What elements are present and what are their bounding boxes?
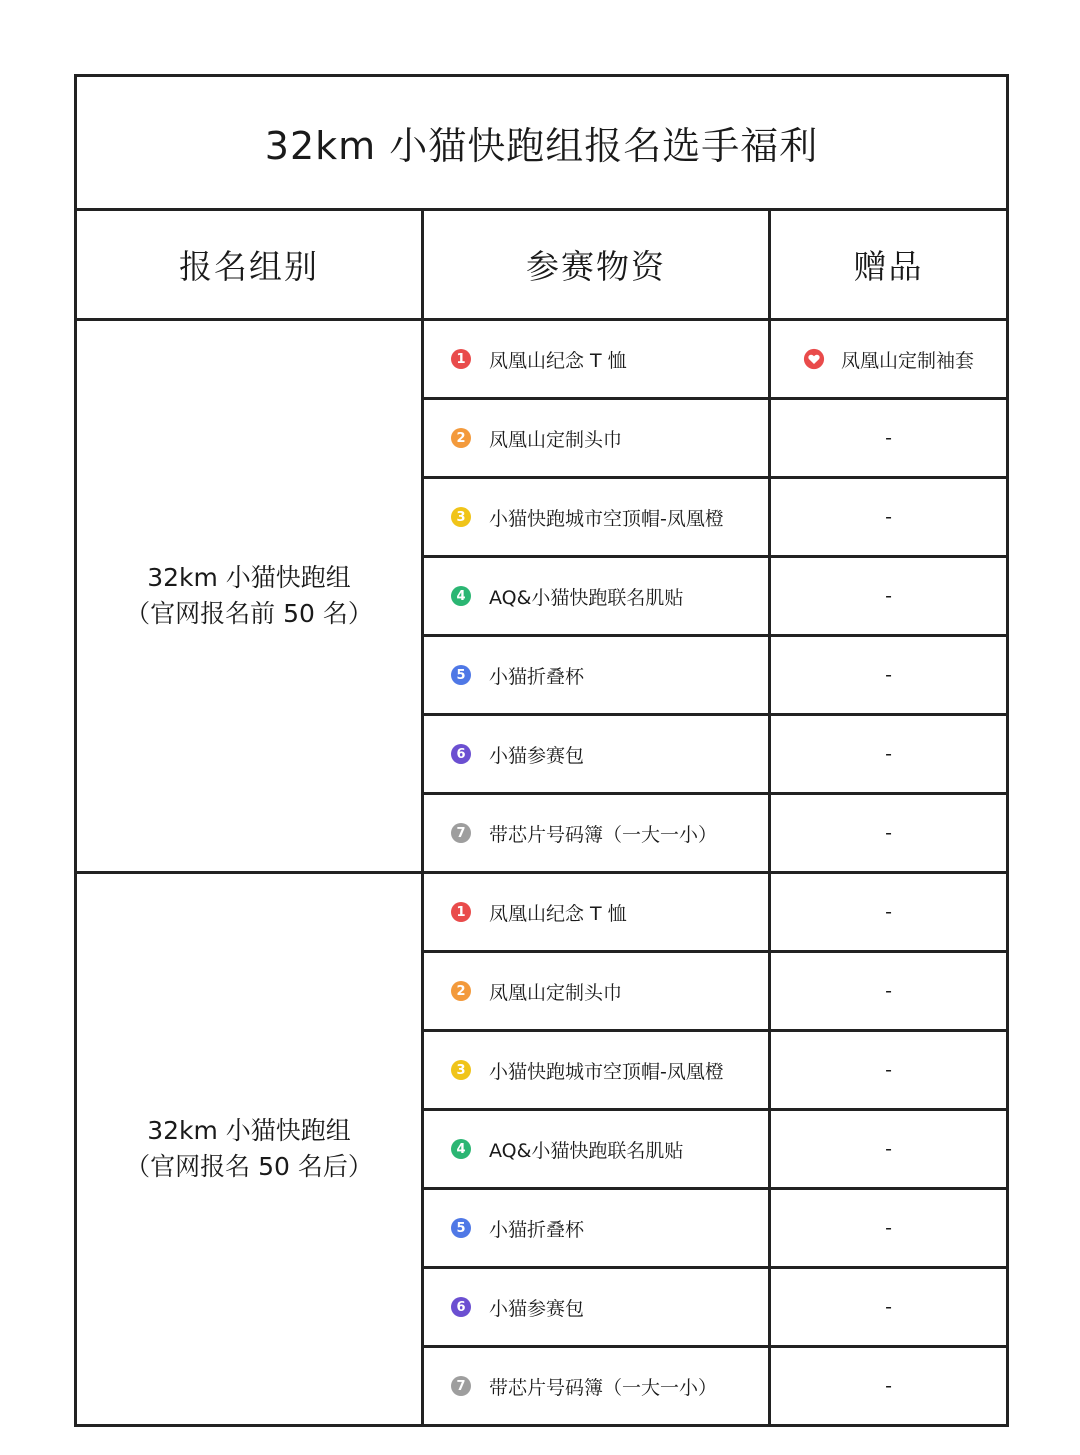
gift-cell	[770, 794, 1008, 873]
table-row	[76, 320, 1008, 399]
gift-label: -	[885, 427, 892, 449]
gift-cell	[770, 320, 1008, 399]
header-row	[76, 210, 1008, 320]
gift-cell	[770, 1189, 1008, 1268]
supply-item-label: 小猫快跑城市空顶帽-凤凰橙	[489, 1060, 724, 1083]
number-badge-icon: 7	[451, 1376, 471, 1396]
number-badge-icon: 4	[451, 586, 471, 606]
number-badge-icon: 2	[451, 428, 471, 448]
gift-label: 凤凰山定制袖套	[841, 349, 975, 372]
gift-label: -	[885, 1059, 892, 1081]
title-row	[76, 76, 1008, 210]
gift-label: -	[885, 506, 892, 528]
number-badge-icon: 6	[451, 1297, 471, 1317]
group-name-line2: （官网报名前 50 名）	[125, 599, 373, 628]
supply-item-label: 小猫快跑城市空顶帽-凤凰橙	[489, 507, 724, 530]
number-badge-icon: 3	[451, 507, 471, 527]
supply-item-label: 凤凰山纪念 T 恤	[489, 349, 627, 372]
gift-cell	[770, 399, 1008, 478]
supply-item-label: 凤凰山定制头巾	[489, 428, 623, 451]
group-name-line1: 32km 小猫快跑组	[147, 1116, 351, 1145]
gift-label: -	[885, 980, 892, 1002]
supply-item-label: 小猫参赛包	[489, 1297, 585, 1320]
gift-label: -	[885, 1138, 892, 1160]
supply-item-cell	[423, 873, 770, 952]
number-badge-icon: 1	[451, 902, 471, 922]
heart-icon	[803, 348, 825, 370]
gift-cell	[770, 873, 1008, 952]
supply-item-label: 带芯片号码簿（一大一小）	[489, 823, 718, 846]
gift-label: -	[885, 1217, 892, 1239]
supply-item-cell	[423, 399, 770, 478]
gift-cell	[770, 952, 1008, 1031]
gift-cell	[770, 636, 1008, 715]
header-gift: 赠品	[770, 210, 1008, 320]
supply-item-cell	[423, 1189, 770, 1268]
supply-item-cell	[423, 320, 770, 399]
gift-label: -	[885, 664, 892, 686]
supply-item-cell	[423, 478, 770, 557]
gift-label: -	[885, 822, 892, 844]
number-badge-icon: 3	[451, 1060, 471, 1080]
header-group: 报名组别	[76, 210, 423, 320]
number-badge-icon: 5	[451, 665, 471, 685]
supply-item-label: AQ&小猫快跑联名肌贴	[489, 1139, 684, 1162]
supply-item-cell	[423, 1347, 770, 1426]
group-name-cell	[76, 320, 423, 873]
table-row	[76, 873, 1008, 952]
number-badge-icon: 7	[451, 823, 471, 843]
gift-cell	[770, 1347, 1008, 1426]
gift-label: -	[885, 901, 892, 923]
table-body	[76, 320, 1008, 1426]
supply-item-cell	[423, 715, 770, 794]
gift-cell	[770, 557, 1008, 636]
supply-item-cell	[423, 794, 770, 873]
supply-item-label: 凤凰山纪念 T 恤	[489, 902, 627, 925]
supply-item-cell	[423, 557, 770, 636]
number-badge-icon: 1	[451, 349, 471, 369]
supply-item-label: 凤凰山定制头巾	[489, 981, 623, 1004]
supply-item-cell	[423, 1031, 770, 1110]
supply-item-cell	[423, 1110, 770, 1189]
supply-item-cell	[423, 952, 770, 1031]
supply-item-cell	[423, 636, 770, 715]
supply-item-cell	[423, 1268, 770, 1347]
number-badge-icon: 6	[451, 744, 471, 764]
group-name-line1: 32km 小猫快跑组	[147, 563, 351, 592]
table-title: 32km 小猫快跑组报名选手福利	[76, 76, 1008, 210]
benefits-table	[74, 74, 1009, 1427]
gift-cell	[770, 1031, 1008, 1110]
supply-item-label: 带芯片号码簿（一大一小）	[489, 1376, 718, 1399]
gift-cell	[770, 1110, 1008, 1189]
gift-label: -	[885, 585, 892, 607]
supply-item-label: 小猫参赛包	[489, 744, 585, 767]
group-name-line2: （官网报名 50 名后）	[125, 1152, 373, 1181]
header-supplies: 参赛物资	[423, 210, 770, 320]
number-badge-icon: 2	[451, 981, 471, 1001]
supply-item-label: AQ&小猫快跑联名肌贴	[489, 586, 684, 609]
gift-cell	[770, 478, 1008, 557]
gift-label: -	[885, 1375, 892, 1397]
number-badge-icon: 5	[451, 1218, 471, 1238]
gift-label: -	[885, 1296, 892, 1318]
gift-label: -	[885, 743, 892, 765]
supply-item-label: 小猫折叠杯	[489, 665, 585, 688]
supply-item-label: 小猫折叠杯	[489, 1218, 585, 1241]
gift-cell	[770, 715, 1008, 794]
gift-cell	[770, 1268, 1008, 1347]
group-name-cell	[76, 873, 423, 1426]
number-badge-icon: 4	[451, 1139, 471, 1159]
